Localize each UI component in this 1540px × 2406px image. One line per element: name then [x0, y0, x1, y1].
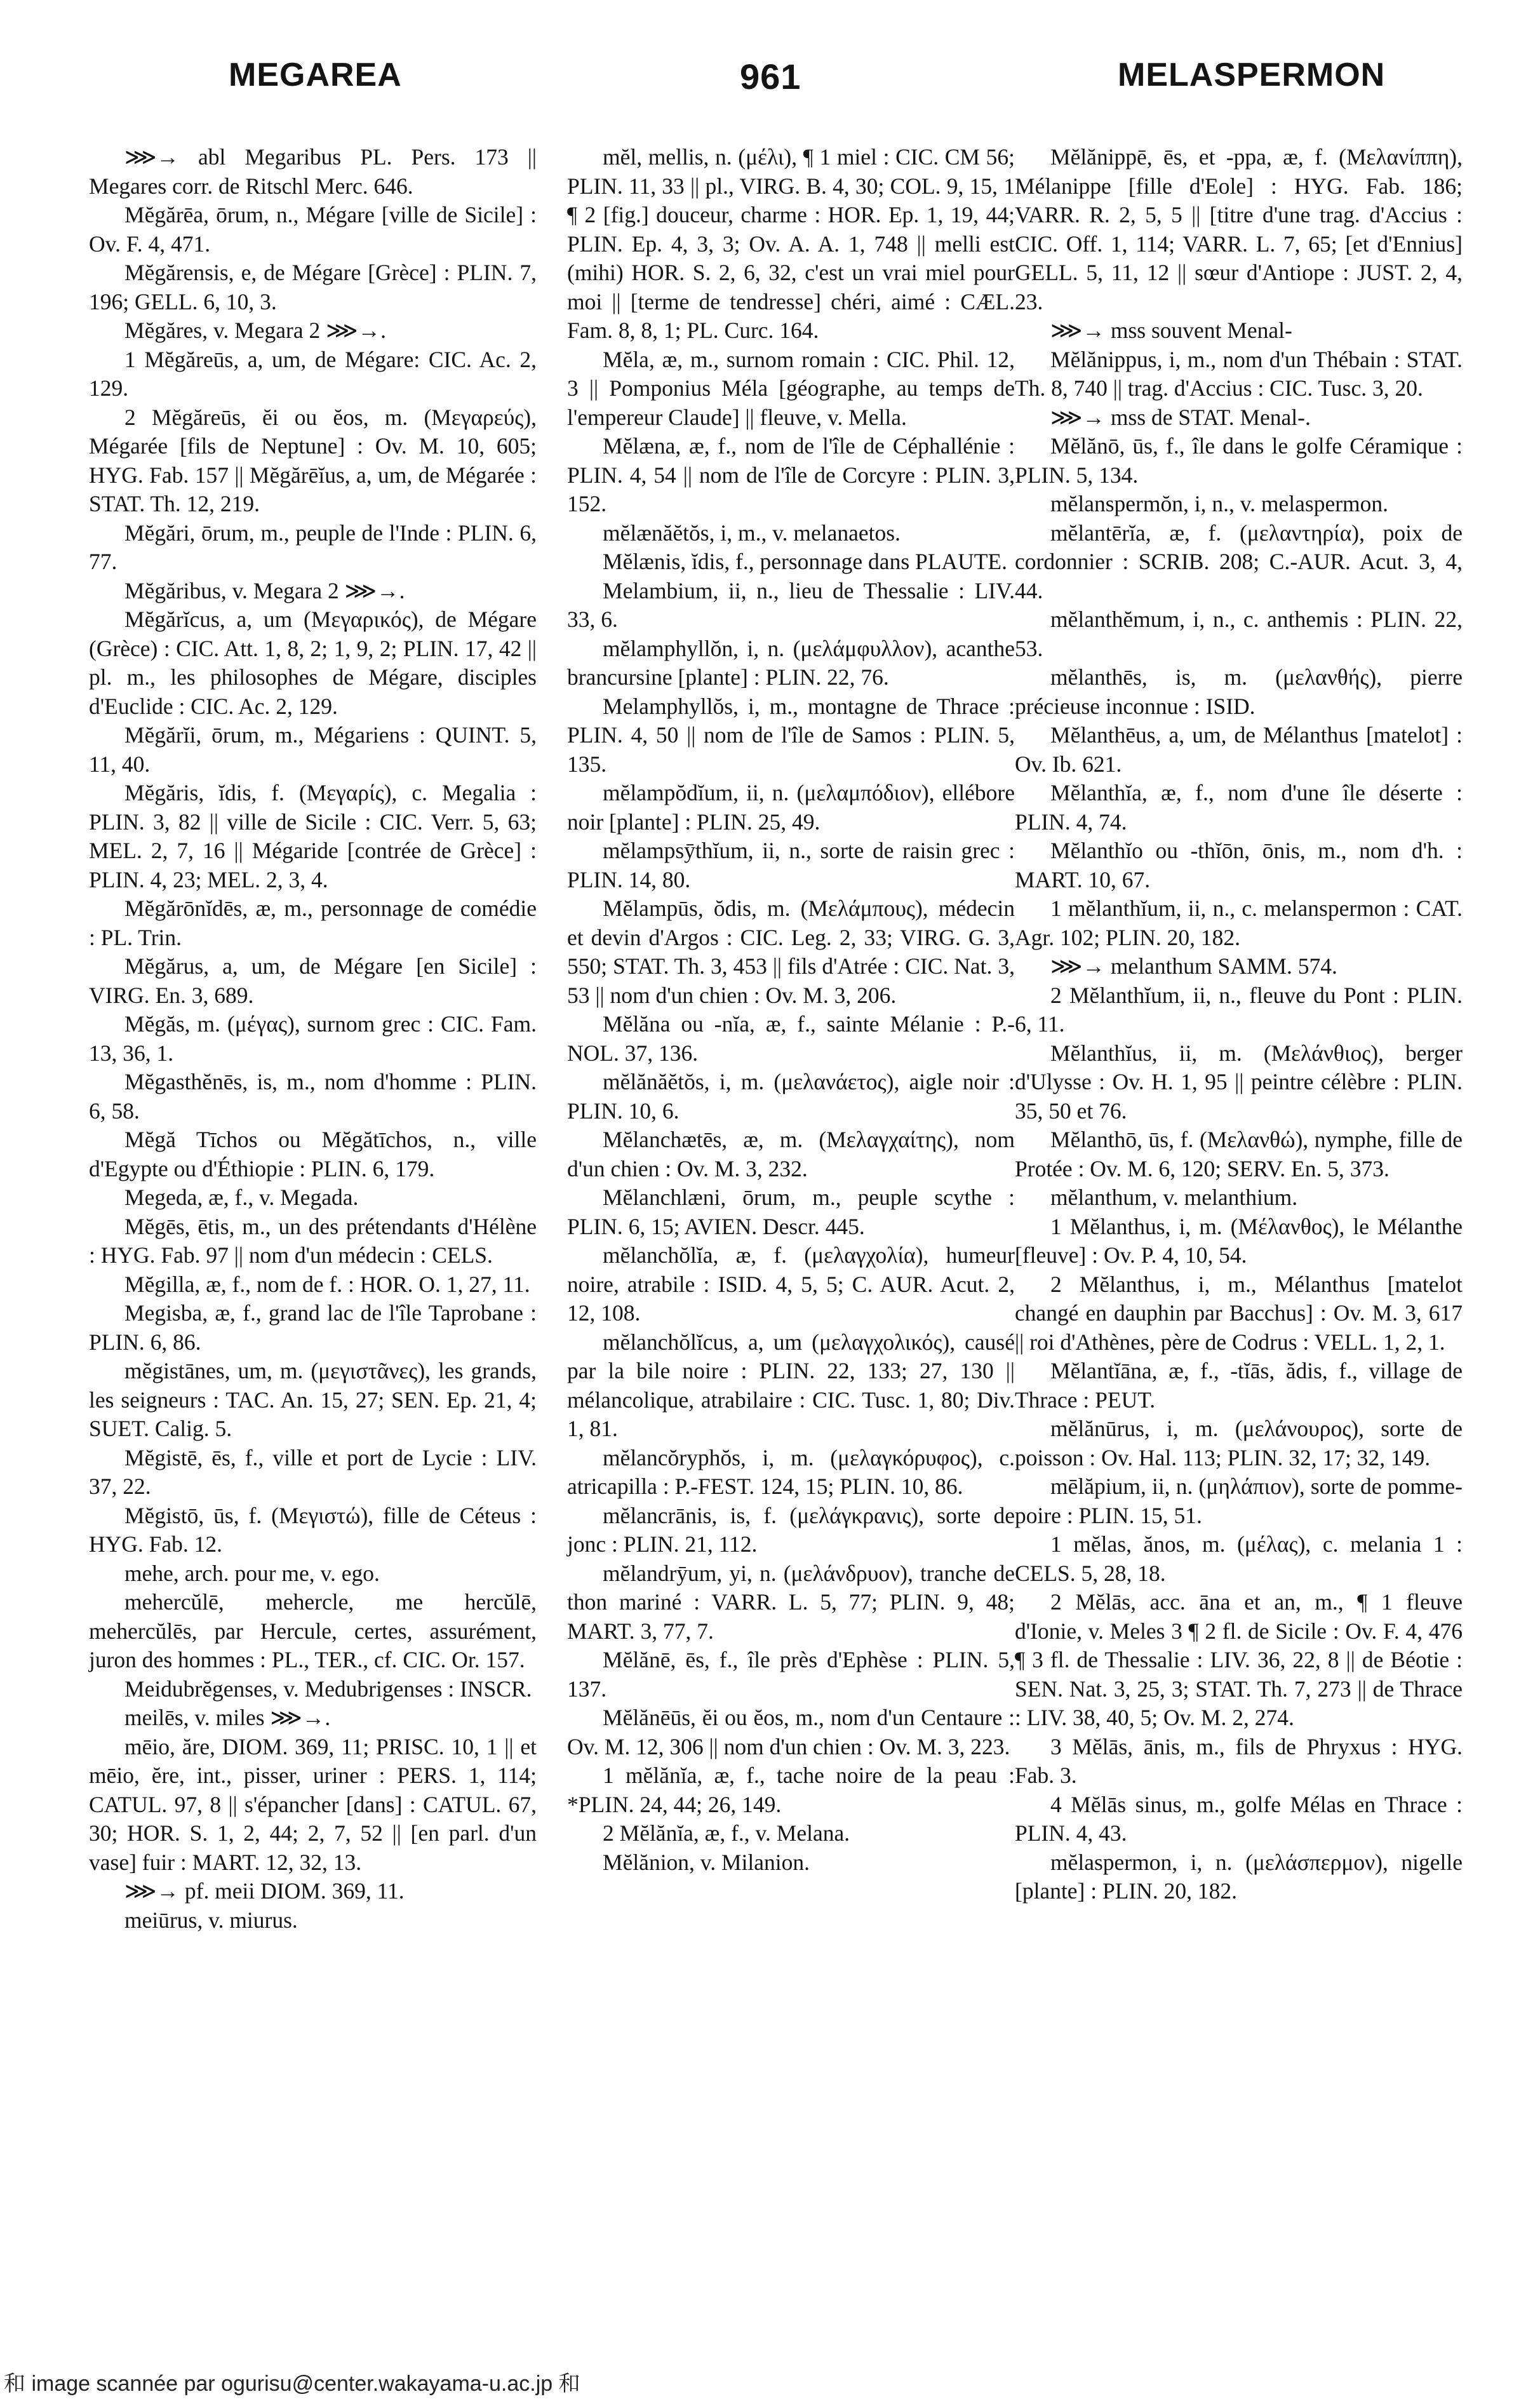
column-2 — [567, 143, 1015, 1877]
dictionary-entry: Mĕlanchlæni, ōrum, m., peuple scythe : PLIN. 6, 15; AVIEN. Descr. 445. — [567, 1185, 1015, 1239]
dictionary-entry: mĕlancrānis, is, f. (μελάγκρανις), sorte de jonc : PLIN. 21, 112. — [567, 1502, 1015, 1557]
dictionary-entry: Mĕgăribus, v. Megara 2 ⋙→. — [124, 577, 405, 603]
dictionary-entry: Mĕgărōnĭdēs, æ, m., personnage de comédie : PL. Trin. — [89, 896, 537, 950]
dictionary-entry: mĕlănūrus, i, m. (μελάνουρος), sorte de poisson : Ov. Hal. 113; PLIN. 32, 17; 32, 149. — [1015, 1416, 1463, 1470]
dictionary-entry: Mĕlănippē, ēs, et -ppa, æ, f. (Μελανίππη), Mélanippe [fille d'Eole] : HYG. Fab. 186; VARR. R. 2, 5, 5 || [titre d'une trag. d'Accius : CIC. Off. 1, 114; VARR. L. 7, 65; [et d'Ennius] GELL. 5, 11, 12 || sœur d'Antiope : JUST. 2, 4, 23. — [1015, 144, 1463, 314]
dictionary-entry: mehercŭlē, mehercle, me hercŭlē, mehercŭlēs, par Hercule, certes, assurément, juron des hommes : PL., TER., cf. CIC. Or. 157. — [89, 1589, 537, 1672]
dictionary-entry: mehe, arch. pour me, v. ego. — [124, 1560, 380, 1586]
dictionary-entry: 2 Mĕgăreūs, ĕi ou ĕos, m. (Μεγαρεύς), Mégarée [fils de Neptune] : Ov. M. 10, 605; HYG. Fab. 157 || Mĕgărēĭus, a, um, de Mégarée : STAT. Th. 12, 219. — [89, 404, 537, 516]
dictionary-entry: mĕlantērĭa, æ, f. (μελαντηρία), poix de cordonnier : SCRIB. 208; C.-AUR. Acut. 3, 4, 44. — [1015, 520, 1463, 603]
page-header — [0, 56, 1540, 126]
dictionary-entry: Mĕlănēūs, ĕi ou ĕos, m., nom d'un Centaure : Ov. M. 12, 306 || nom d'un chien : Ov. M. 3, 223. — [567, 1705, 1015, 1759]
dictionary-entry: ⋙→ melanthum SAMM. 574. — [1050, 953, 1337, 979]
dictionary-entry: 2 Mĕlās, acc. āna et an, m., ¶ 1 fleuve d'Ionie, v. Meles 3 ¶ 2 fl. de Sicile : Ov. F. 4, 476 ¶ 3 fl. de Thessalie : LIV. 36, 22, 8 || de Béotie : SEN. Nat. 3, 25, 3; STAT. Th. 7, 273 || de Thrace : LIV. 38, 40, 5; Ov. M. 2, 274. — [1015, 1589, 1463, 1730]
page-number: 961 — [740, 57, 801, 97]
dictionary-entry: Mĕlănion, v. Milanion. — [603, 1849, 810, 1875]
dictionary-entry: Mĕlănō, ūs, f., île dans le golfe Céramique : PLIN. 5, 134. — [1015, 433, 1463, 488]
dictionary-entry: 2 Mĕlanthus, i, m., Mélanthus [matelot changé en dauphin par Bacchus] : Ov. M. 3, 617 || roi d'Athènes, père de Codrus : VELL. 1, 2, 1. — [1015, 1271, 1463, 1355]
running-head-left: MEGAREA — [229, 57, 402, 93]
column-3 — [1015, 143, 1463, 1906]
dictionary-entry: Mĕlăna ou -nĭa, æ, f., sainte Mélanie : P.-NOL. 37, 136. — [567, 1011, 1015, 1066]
dictionary-entry: Mĕlănē, ēs, f., île près d'Ephèse : PLIN. 5, 137. — [567, 1647, 1015, 1702]
dictionary-entry: mĕlampsȳthĭum, ii, n., sorte de raisin grec : PLIN. 14, 80. — [567, 838, 1015, 892]
dictionary-entry: 1 mĕlas, ănos, m. (μέλας), c. melania 1 : CELS. 5, 28, 18. — [1015, 1531, 1463, 1586]
dictionary-entry: 1 mĕlănĭa, æ, f., tache noire de la peau : *PLIN. 24, 44; 26, 149. — [567, 1763, 1015, 1817]
dictionary-entry: Mĕgărĭcus, a, um (Μεγαρικός), de Mégare (Grèce) : CIC. Att. 1, 8, 2; 1, 9, 2; PLIN. 17, 42 || pl. m., les philosophes de Mégare, disciples d'Euclide : CIC. Ac. 2, 129. — [89, 607, 537, 719]
dictionary-entry: Mĕgăris, ĭdis, f. (Μεγαρίς), c. Megalia : PLIN. 3, 82 || ville de Sicile : CIC. Verr. 5, 63; MEL. 2, 7, 16 || Mégaride [contrée de Grèce] : PLIN. 4, 23; MEL. 2, 3, 4. — [89, 780, 537, 892]
dictionary-entry: 4 Mĕlās sinus, m., golfe Mélas en Thrace : PLIN. 4, 43. — [1015, 1791, 1463, 1846]
dictionary-entry: Mĕgări, ōrum, m., peuple de l'Inde : PLIN. 6, 77. — [89, 520, 537, 574]
running-head-right: MELASPERMON — [1118, 57, 1386, 93]
dictionary-entry: Mĕgēs, ētis, m., un des prétendants d'Hélène : HYG. Fab. 97 || nom d'un médecin : CELS. — [89, 1213, 537, 1268]
dictionary-entry: Mĕgărēa, ōrum, n., Mégare [ville de Sicile] : Ov. F. 4, 471. — [89, 202, 537, 257]
dictionary-entry: Mĕgărĭi, ōrum, m., Mégariens : QUINT. 5, 11, 40. — [89, 722, 537, 777]
dictionary-entry: Meidubrĕgenses, v. Medubrigenses : INSCR. — [124, 1676, 532, 1702]
dictionary-entry: Mĕgăres, v. Megara 2 ⋙→. — [124, 318, 386, 343]
dictionary-entry: 1 Mĕgăreūs, a, um, de Mégare: CIC. Ac. 2, 129. — [89, 346, 537, 401]
dictionary-entry: Melamphyllŏs, i, m., montagne de Thrace : PLIN. 4, 50 || nom de l'île de Samos : PLIN. 5, 135. — [567, 693, 1015, 777]
dictionary-entry: mēlăpium, ii, n. (μηλάπιον), sorte de pomme-poire : PLIN. 15, 51. — [1015, 1474, 1463, 1528]
dictionary-entry: mĕlanchŏlĭa, æ, f. (μελαγχολία), humeur noire, atrabile : ISID. 4, 5, 5; C. AUR. Acut. 2, 12, 108. — [567, 1242, 1015, 1326]
dictionary-entry: Mĕgistē, ēs, f., ville et port de Lycie : LIV. 37, 22. — [89, 1444, 537, 1499]
dictionary-entry: ⋙→ mss souvent Menal- — [1050, 318, 1292, 343]
dictionary-entry: mĕlanthum, v. melanthium. — [1050, 1185, 1298, 1210]
dictionary-entry: ⋙→ mss de STAT. Menal-. — [1050, 404, 1311, 430]
dictionary-entry: Mĕlæna, æ, f., nom de l'île de Céphallénie : PLIN. 4, 54 || nom de l'île de Corcyre : PLIN. 3, 152. — [567, 433, 1015, 516]
dictionary-entry: 1 mĕlanthĭum, ii, n., c. melanspermon : CAT. Agr. 102; PLIN. 20, 182. — [1015, 896, 1463, 950]
dictionary-entry: mĕlanthēs, is, m. (μελανθής), pierre précieuse inconnue : ISID. — [1015, 664, 1463, 719]
dictionary-entry: mĕlænăĕtŏs, i, m., v. melanaetos. — [603, 520, 901, 546]
dictionary-entry: Mĕlantĭāna, æ, f., -tĭās, ădis, f., village de Thrace : PEUT. — [1015, 1358, 1463, 1413]
dictionary-entry: mĕlanchŏlĭcus, a, um (μελαγχολικός), causé par la bile noire : PLIN. 22, 133; 27, 130 || mélancolique, atrabilaire : CIC. Tusc. 1, 80; Div. 1, 81. — [567, 1329, 1015, 1441]
dictionary-entry: mĕlănăĕtŏs, i, m. (μελανάετος), aigle noir : PLIN. 10, 6. — [567, 1069, 1015, 1124]
dictionary-entry: Mĕgăs, m. (μέγας), surnom grec : CIC. Fam. 13, 36, 1. — [89, 1011, 537, 1066]
dictionary-entry: Mĕgă Tīchos ou Mĕgătīchos, n., ville d'Egypte ou d'Éthiopie : PLIN. 6, 179. — [89, 1127, 537, 1181]
dictionary-entry: mĕlandrȳum, yi, n. (μελάνδρυον), tranche de thon mariné : VARR. L. 5, 77; PLIN. 9, 48; MART. 3, 77, 7. — [567, 1560, 1015, 1644]
dictionary-entry: Mĕlănippus, i, m., nom d'un Thébain : STAT. Th. 8, 740 || trag. d'Accius : CIC. Tusc. 3, 20. — [1015, 346, 1463, 401]
dictionary-entry: Mĕgărensis, e, de Mégare [Grèce] : PLIN. 7, 196; GELL. 6, 10, 3. — [89, 260, 537, 314]
dictionary-entry: Mĕgărus, a, um, de Mégare [en Sicile] : VIRG. En. 3, 689. — [89, 953, 537, 1008]
column-1 — [89, 143, 537, 1935]
dictionary-entry: mĕgistānes, um, m. (μεγιστᾶνες), les grands, les seigneurs : TAC. An. 15, 27; SEN. Ep. 21, 4; SUET. Calig. 5. — [89, 1358, 537, 1441]
dictionary-entry: ⋙→ pf. meii DIOM. 369, 11. — [124, 1878, 405, 1904]
dictionary-entry: Mĕgasthĕnēs, is, m., nom d'homme : PLIN. 6, 58. — [89, 1069, 537, 1124]
scan-credit: 和 image scannée par ogurisu@center.wakayama-u.ac.jp 和 — [4, 2372, 580, 2396]
dictionary-entry: mĕlanthĕmum, i, n., c. anthemis : PLIN. 22, 53. — [1015, 607, 1463, 661]
dictionary-entry: 3 Mĕlās, ānis, m., fils de Phryxus : HYG. Fab. 3. — [1015, 1733, 1463, 1788]
dictionary-entry: Megeda, æ, f., v. Megada. — [124, 1185, 359, 1210]
dictionary-entry: Mĕlanthĭo ou -thĭōn, ōnis, m., nom d'h. : MART. 10, 67. — [1015, 838, 1463, 892]
dictionary-entry: meilēs, v. miles ⋙→. — [124, 1705, 331, 1730]
dictionary-entry: mĕl, mellis, n. (μέλι), ¶ 1 miel : CIC. CM 56; PLIN. 11, 33 || pl., VIRG. B. 4, 30; COL. 9, 15, 1 ¶ 2 [fig.] douceur, charme : HOR. Ep. 1, 19, 44; PLIN. Ep. 4, 3, 3; Ov. A. A. 1, 748 || melli est (mihi) HOR. S. 2, 6, 32, c'est un vrai miel pour moi || [terme de tendresse] chéri, aimé : CÆL. Fam. 8, 8, 1; PL. Curc. 164. — [567, 144, 1015, 343]
dictionary-entry: mĕlanspermŏn, i, n., v. melaspermon. — [1050, 491, 1389, 516]
dictionary-entry: 2 Mĕlanthĭum, ii, n., fleuve du Pont : PLIN. 6, 11. — [1015, 982, 1463, 1037]
dictionary-entry: Mĕlanthĭa, æ, f., nom d'une île déserte : PLIN. 4, 74. — [1015, 780, 1463, 835]
dictionary-entry: mĕlancŏryphŏs, i, m. (μελαγκόρυφος), c. atricapilla : P.-FEST. 124, 15; PLIN. 10, 86. — [567, 1444, 1015, 1499]
dictionary-entry: Mĕlampūs, ŏdis, m. (Μελάμπους), médecin et devin d'Argos : CIC. Leg. 2, 33; VIRG. G. 3, 550; STAT. Th. 3, 453 || fils d'Atrée : CIC. Nat. 3, 53 || nom d'un chien : Ov. M. 3, 206. — [567, 896, 1015, 1008]
dictionary-entry: 2 Mĕlănĭa, æ, f., v. Melana. — [603, 1820, 850, 1846]
dictionary-entry: Mĕgilla, æ, f., nom de f. : HOR. O. 1, 27, 11. — [124, 1271, 530, 1297]
dictionary-entry: Mĕlanthēus, a, um, de Mélanthus [matelot] : Ov. Ib. 621. — [1015, 722, 1463, 777]
dictionary-entry: ⋙→ abl Megaribus PL. Pers. 173 || Megares corr. de Ritschl Merc. 646. — [89, 144, 537, 199]
dictionary-entry: Mĕlanthĭus, ii, m. (Μελάνθιος), berger d'Ulysse : Ov. H. 1, 95 || peintre célèbre : PLIN. 35, 50 et 76. — [1015, 1040, 1463, 1124]
dictionary-entry: Melambium, ii, n., lieu de Thessalie : LIV. 33, 6. — [567, 577, 1015, 632]
dictionary-entry: Mĕlænis, ĭdis, f., personnage dans PLAUTE. — [603, 549, 1007, 574]
dictionary-entry: mĕlaspermon, i, n. (μελάσπερμον), nigelle [plante] : PLIN. 20, 182. — [1015, 1849, 1463, 1904]
dictionary-entry: Megisba, æ, f., grand lac de l'île Taprobane : PLIN. 6, 86. — [89, 1300, 537, 1355]
dictionary-entry: Mĕgistō, ūs, f. (Μεγιστώ), fille de Céteus : HYG. Fab. 12. — [89, 1502, 537, 1557]
dictionary-entry: mĕlampŏdĭum, ii, n. (μελαμπόδιον), ellébore noir [plante] : PLIN. 25, 49. — [567, 780, 1015, 835]
dictionary-entry: Mĕlanchætēs, æ, m. (Μελαγχαίτης), nom d'un chien : Ov. M. 3, 232. — [567, 1127, 1015, 1181]
dictionary-entry: 1 Mĕlanthus, i, m. (Μέλανθος), le Mélanthe [fleuve] : Ov. P. 4, 10, 54. — [1015, 1213, 1463, 1268]
dictionary-entry: mĕlamphyllŏn, i, n. (μελάμφυλλον), acanthe brancursine [plante] : PLIN. 22, 76. — [567, 635, 1015, 690]
dictionary-entry: Mĕla, æ, m., surnom romain : CIC. Phil. 12, 3 || Pomponius Méla [géographe, au temps de l'empereur Claude] || fleuve, v. Mella. — [567, 346, 1015, 430]
dictionary-entry: Mĕlanthō, ūs, f. (Μελανθώ), nymphe, fille de Protée : Ov. M. 6, 120; SERV. En. 5, 373. — [1015, 1127, 1463, 1181]
dictionary-entry: meiūrus, v. miurus. — [124, 1907, 298, 1933]
dictionary-entry: mēio, ăre, DIOM. 369, 11; PRISC. 10, 1 || et mēio, ĕre, int., pisser, uriner : PERS. 1, 114; CATUL. 97, 8 || s'épancher [dans] : CATUL. 67, 30; HOR. S. 1, 2, 44; 2, 7, 52 || [en parl. d'un vase] fuir : MART. 12, 32, 13. — [89, 1733, 537, 1875]
